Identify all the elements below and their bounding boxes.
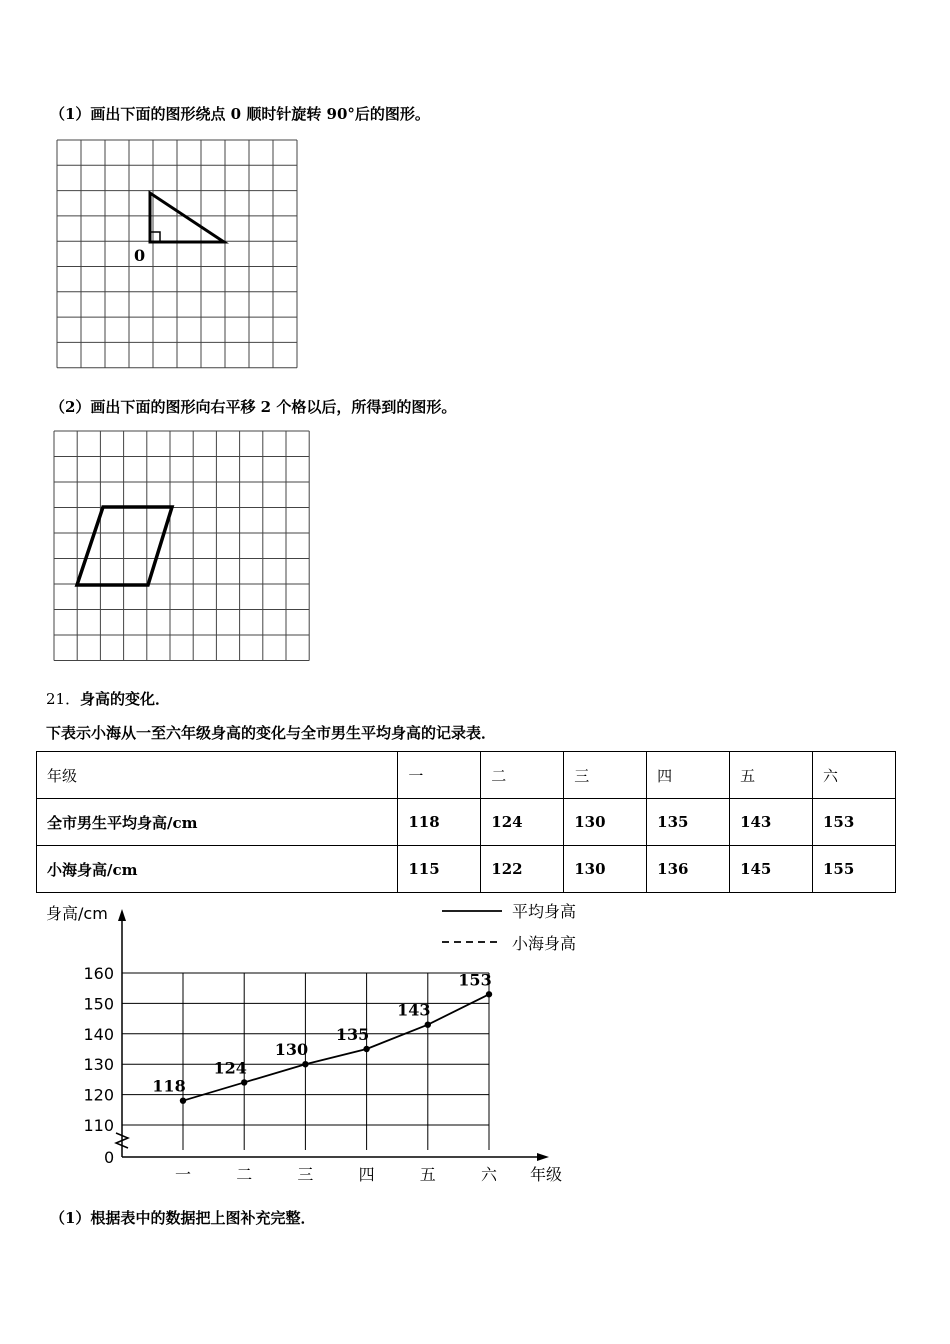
rotation-point-label: 0	[134, 246, 146, 265]
x-tick-label: 五	[419, 1165, 436, 1184]
table-row-label: 小海身高/cm	[37, 846, 398, 893]
data-point	[425, 1021, 431, 1027]
q21-title: 身高的变化．	[80, 690, 171, 708]
x-tick-label: 一	[174, 1165, 192, 1184]
y-tick-label: 140	[83, 1024, 114, 1044]
y-tick-label: 150	[83, 994, 114, 1014]
table-cell: 124	[481, 799, 564, 846]
y-axis-label: 身高/cm	[46, 904, 108, 923]
translation-grid	[52, 428, 317, 668]
table-cell: 130	[564, 799, 647, 846]
q2-text: （2）画出下面的图形向右平移 2 个格以后，所得到的图形。	[50, 398, 457, 416]
data-label: 153	[458, 970, 492, 990]
table-cell: 143	[730, 799, 813, 846]
table-header-cell: 年级	[37, 752, 398, 799]
table-cell: 155	[812, 846, 895, 893]
x-tick-label: 四	[358, 1165, 375, 1184]
table-cell: 122	[481, 846, 564, 893]
legend-label-xiaohai: 小海身高	[512, 934, 577, 953]
rotation-grid	[54, 136, 304, 376]
data-label: 130	[274, 1040, 309, 1060]
table-cell: 130	[564, 846, 647, 893]
data-label: 124	[213, 1058, 247, 1078]
data-label: 118	[152, 1076, 186, 1096]
x-axis-arrow	[537, 1153, 549, 1161]
y-tick-label: 110	[83, 1116, 114, 1135]
data-label: 143	[397, 1000, 431, 1020]
table-row-label: 全市男生平均身高/cm	[37, 799, 398, 846]
data-point	[302, 1061, 308, 1067]
y-tick-label: 160	[83, 964, 114, 983]
table-cell: 118	[398, 799, 481, 846]
table-header-cell: 二	[481, 752, 564, 799]
y-axis-arrow	[118, 909, 126, 921]
table-header-cell: 六	[812, 752, 895, 799]
x-tick-label: 二	[236, 1165, 253, 1184]
table-header-cell: 一	[398, 752, 481, 799]
parallelogram	[77, 507, 172, 585]
q21-number: 21．	[46, 690, 81, 708]
origin-label: 0	[104, 1148, 115, 1167]
x-tick-label: 六	[480, 1165, 498, 1184]
data-point	[241, 1079, 247, 1085]
table-row	[37, 846, 896, 893]
table-cell: 145	[730, 846, 813, 893]
q1-text: （1）画出下面的图形绕点 0 顺时针旋转 90°后的图形。	[50, 105, 430, 123]
table-cell: 115	[398, 846, 481, 893]
legend-label-average: 平均身高	[512, 902, 577, 921]
data-point	[180, 1097, 186, 1103]
data-point	[486, 991, 492, 997]
series-line-average	[183, 994, 489, 1100]
axis-break-mark	[116, 1133, 128, 1148]
height-line-chart	[0, 895, 600, 1195]
data-point	[363, 1046, 369, 1052]
right-triangle	[150, 193, 224, 242]
x-axis-label: 年级	[530, 1165, 563, 1184]
table-cell: 135	[647, 799, 730, 846]
table-row	[37, 799, 896, 846]
data-label: 135	[335, 1025, 370, 1044]
table-cell: 153	[812, 799, 895, 846]
sub1-text: （1）根据表中的数据把上图补充完整．	[50, 1209, 316, 1227]
q21-intro: 下表示小海从一至六年级身高的变化与全市男生平均身高的记录表．	[46, 724, 497, 742]
table-header-cell: 四	[647, 752, 730, 799]
x-tick-label: 三	[297, 1165, 314, 1184]
table-header-cell: 三	[564, 752, 647, 799]
y-tick-label: 130	[83, 1055, 114, 1075]
table-header-row	[37, 752, 896, 799]
table-header-cell: 五	[730, 752, 813, 799]
height-record-table	[36, 751, 896, 893]
table-cell: 136	[647, 846, 730, 893]
y-tick-label: 120	[83, 1085, 114, 1105]
